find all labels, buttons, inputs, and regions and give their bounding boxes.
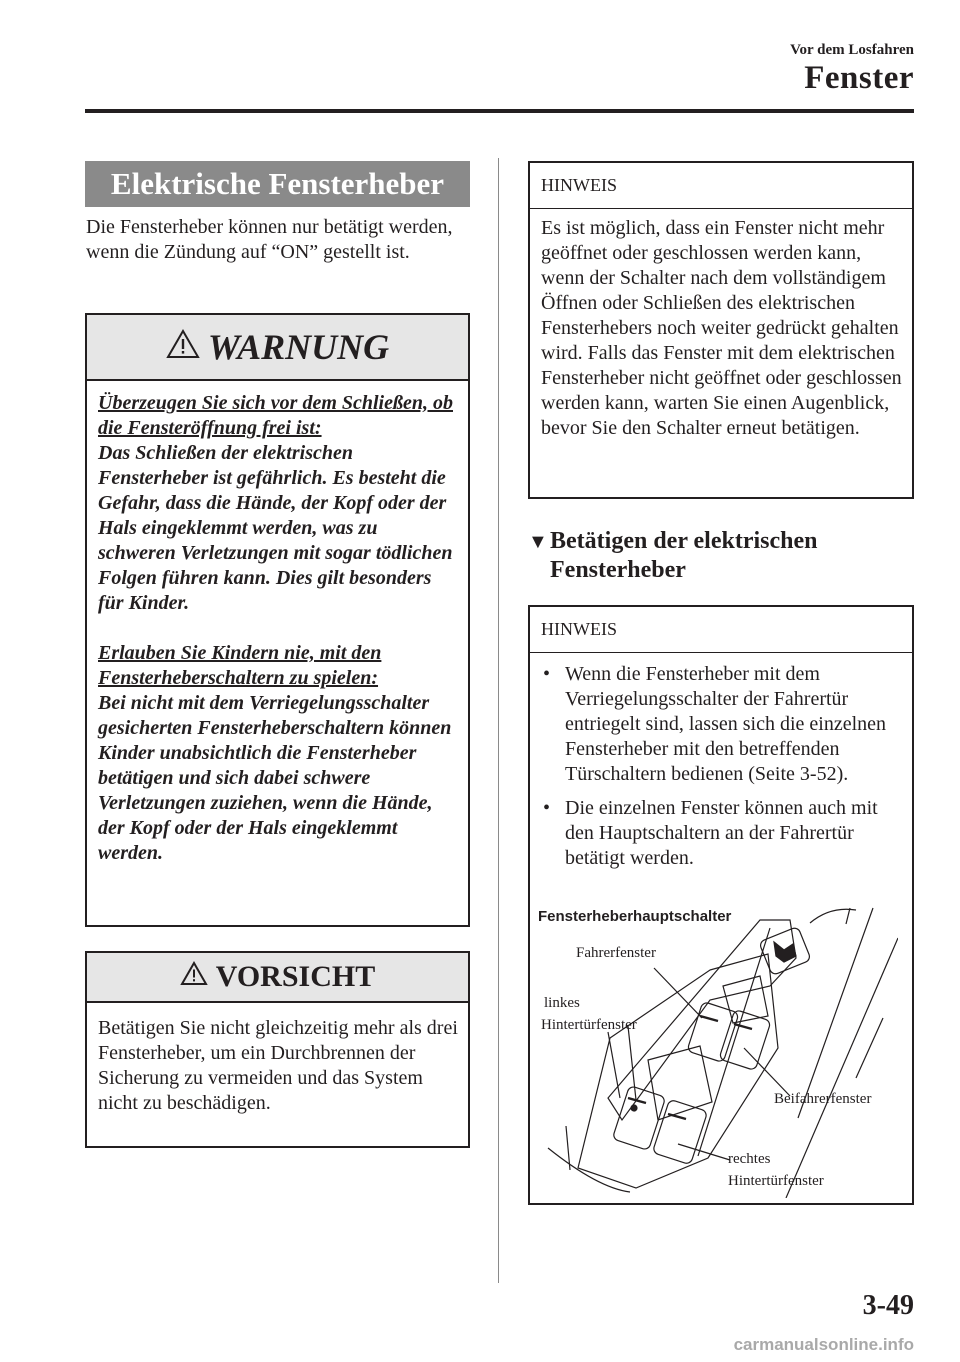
warning-triangle-icon (166, 326, 200, 368)
caution-header (87, 953, 468, 1003)
subsection-line-2: Fensterheber (550, 557, 686, 583)
subsection-line-1: Betätigen der elektrischen (550, 528, 818, 554)
window-switch-figure (538, 898, 898, 1198)
caution-box (85, 951, 470, 1148)
watermark: carmanualsonline.info (733, 1335, 914, 1354)
header-section: Fenster (804, 60, 914, 96)
caution-title: VORSICHT (215, 960, 376, 993)
subsection-heading (528, 527, 908, 584)
header-rule (85, 109, 914, 113)
label-driver-window: Fahrerfenster (576, 945, 656, 961)
warning-header (87, 315, 468, 381)
bullet-icon: • (543, 797, 551, 819)
warning-title: WARNUNG (207, 327, 390, 367)
warning-heading-2: Erlauben Sie Kindern nie, mit den Fensterheberschaltern zu spielen: (98, 642, 382, 689)
switch-panel-illustration (538, 898, 898, 1198)
label-rear-left-window-2: Hintertürfenster (541, 1017, 637, 1033)
list-item: • Die einzelnen Fenster können auch mit den Hauptschaltern an der Fahrertür betätigt werden. (543, 797, 878, 869)
label-rear-left-window-1: linkes (544, 995, 580, 1011)
figure-title: Fensterheberhauptschalter (538, 908, 734, 925)
page-number: 3-49 (862, 1290, 914, 1321)
note-box-1 (528, 161, 914, 499)
warning-text-1: Das Schließen der elektrischen Fensterheber ist gefährlich. Es besteht die Gefahr, dass die Hände, der Kopf oder der Hals eingeklemmt werden, was zu schweren Verletzungen mit sogar tödlichen Folgen führen kann. Dies gilt besonders für Kinder. (98, 442, 453, 614)
note-1-title: HINWEIS (530, 163, 912, 209)
warning-text-2: Bei nicht mit dem Verriegelungsschalter gesicherten Fensterheberschaltern können Kinder unabsichtlich die Fensterheber betätigen und sich dabei schwere Verletzungen zuziehen, wenn die Hände, der Kopf oder der Hals eingeklemmt werden. (98, 692, 452, 864)
caution-triangle-icon (180, 960, 208, 994)
intro-text: Die Fensterheber können nur betätigt werden, wenn die Zündung auf “ON” gestellt ist. (86, 216, 453, 263)
warning-body (87, 381, 468, 866)
note-2-title: HINWEIS (530, 607, 912, 653)
header-chapter: Vor dem Losfahren (790, 42, 914, 58)
caution-text: Betätigen Sie nicht gleichzeitig mehr als drei Fensterheber, um ein Durchbrennen der Sicherung zu vermeiden und das System nicht zu beschädigen. (98, 1017, 458, 1114)
list-item: • Wenn die Fensterheber mit dem Verriegelungsschalter der Fahrertür entriegelt sind, lassen sich die einzelnen Fensterheber mit den betreffenden Türschaltern bedienen (Seite 3-52). (543, 663, 887, 785)
warning-heading-1: Überzeugen Sie sich vor dem Schließen, ob die Fensteröffnung frei ist: (98, 392, 453, 439)
warning-box (85, 313, 470, 927)
label-rear-right-window-2: Hintertürfenster (728, 1173, 824, 1189)
label-rear-right-window-1: rechtes (728, 1151, 771, 1167)
section-title: Elektrische Fensterheber (85, 161, 470, 207)
note-1-text: Es ist möglich, dass ein Fenster nicht mehr geöffnet oder geschlossen werden kann, wenn der Schalter nach dem vollständigem Öffnen oder Schließen des elektrischen Fensterhebers noch weiter gedrückt gehalten wird. Falls das Fenster mit dem elektrischen Fensterheber nicht geöffnet oder geschlossen werden kann, warten Sie einen Augenblick, bevor Sie den Schalter erneut betätigen. (541, 217, 902, 439)
column-divider (498, 158, 499, 1283)
note-2-list (530, 653, 912, 871)
bullet-icon: • (543, 663, 551, 685)
triangle-down-icon: ▼ (528, 531, 548, 553)
label-passenger-window: Beifahrerfenster (774, 1091, 872, 1107)
